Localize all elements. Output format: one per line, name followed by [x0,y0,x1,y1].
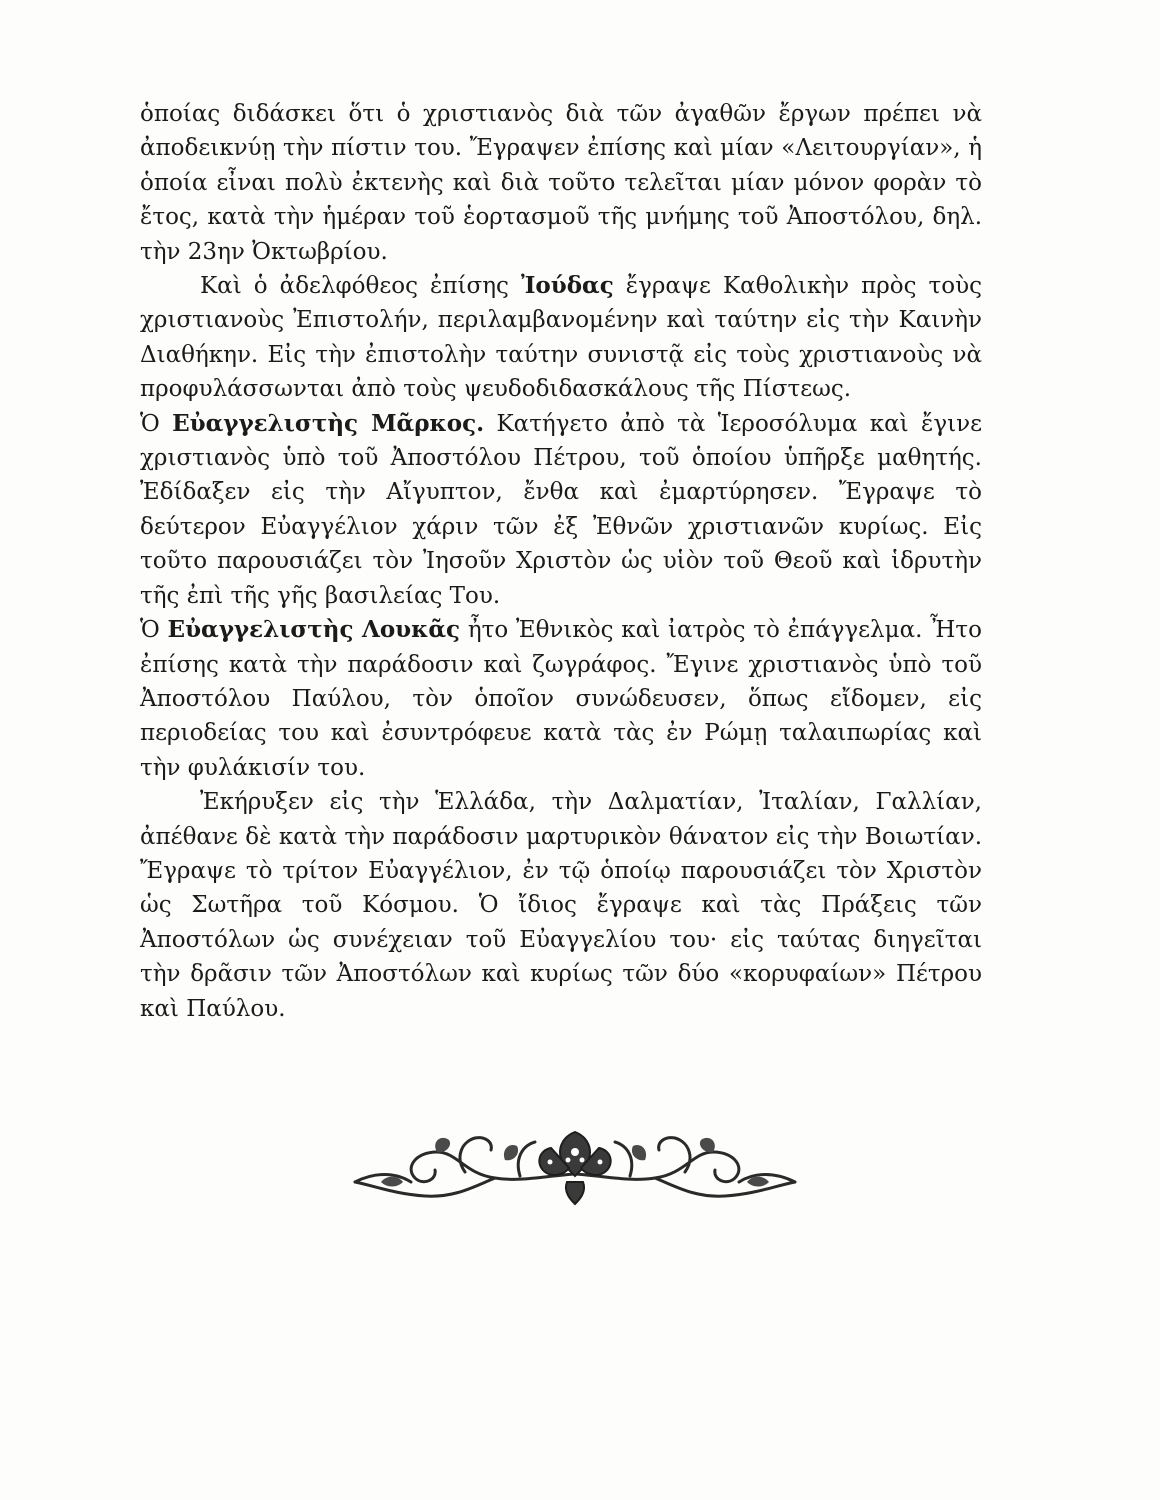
paragraph-3-mark [140,407,982,613]
floral-ornament-icon [345,1112,805,1212]
paragraph-5 [140,785,982,1026]
heading-evangelist-mark: Εὐαγγελιστὴς Μᾶρκος. [172,409,485,437]
paragraph-5-text: Ἐκήρυξεν εἰς τὴν Ἑλλάδα, τὴν Δαλματίαν, Ἰταλίαν, Γαλλίαν, ἀπέθανε δὲ κατὰ τὴν παράδοσιν μαρτυρικὸν θάνατον εἰς τὴν Βοιωτίαν. Ἔγραψε τὸ τρίτον Εὐαγγέλιον, ἐν τῷ ὁποίῳ παρουσιάζει τὸν Χριστὸν ὡς Σωτῆρα τοῦ Κόσμου. Ὁ ἴδιος ἔγραψε καὶ τὰς Πράξεις τῶν Ἀποστόλων ὡς συνέχειαν τοῦ Εὐαγγελίου του· εἰς ταύτας διηγεῖται τὴν δρᾶσιν τῶν Ἀποστόλων καὶ κυρίως τῶν δύο «κορυφαίων» Πέτρου καὶ Παύλου. [140,789,982,1022]
paragraph-4-luke [140,613,982,785]
heading-evangelist-luke: Εὐαγγελιστὴς Λουκᾶς [167,616,461,644]
paragraph-3-rest: Κατήγετο ἀπὸ τὰ Ἱεροσόλυμα καὶ ἔγινε χριστιανὸς ὑπὸ τοῦ Ἀποστόλου Πέτρου, τοῦ ὁποίου ὑπῆρξε μαθητής. Ἐδίδαξεν εἰς τὴν Αἴγυπτον, ἔνθα καὶ ἐμαρτύρησεν. Ἔγραψε τὸ δεύτερον Εὐαγγέλιον χάριν τῶν ἐξ Ἐθνῶν χριστιανῶν κυρίως. Εἰς τοῦτο παρουσιάζει τὸν Ἰησοῦν Χριστὸν ὡς υἱὸν τοῦ Θεοῦ καὶ ἱδρυτὴν τῆς ἐπὶ τῆς γῆς βασιλείας Του. [140,410,982,609]
paragraph-4-rest: ἦτο Ἐθνικὸς καὶ ἰατρὸς τὸ ἐπάγγελμα. Ἦτο ἐπίσης κατὰ τὴν παράδοσιν καὶ ζωγράφος. Ἔγινε χριστιανὸς ὑπὸ τοῦ Ἀποστόλου Παύλου, τὸν ὁποῖον συνώδευσεν, ὅπως εἴδομεν, εἰς περιοδείας του καὶ ἐσυντρόφευε κατὰ τὰς ἐν Ρώμῃ ταλαιπωρίας καὶ τὴν φυλάκισίν του. [140,617,982,781]
name-judas: Ἰούδας [520,272,614,300]
paragraph-2-lead: Καὶ ὁ ἀδελφόθεος ἐπίσης [200,273,521,300]
paragraph-2-judas [140,269,982,407]
paragraph-1-text: ὁποίας διδάσκει ὅτι ὁ χριστιανὸς διὰ τῶν ἀγαθῶν ἔργων πρέπει νὰ ἀποδεικνύῃ τὴν πίστιν του. Ἔγραψεν ἐπίσης καὶ μίαν «Λειτουργίαν», ἡ ὁποία εἶναι πολὺ ἐκτενὴς καὶ διὰ τοῦτο τελεῖται μίαν μόνον φορὰν τὸ ἔτος, κατὰ τὴν ἡμέραν τοῦ ἑορτασμοῦ τῆς μνήμης τοῦ Ἀποστόλου, δηλ. τὴν 23ην Ὀκτωβρίου. [140,101,982,265]
body-text [140,97,982,1026]
paragraph-4-lead: Ὁ [140,617,168,644]
paragraph-3-lead: Ὁ [140,410,173,437]
paragraph-1 [140,97,982,269]
paragraph-2-rest: ἔγραψε Καθολικὴν πρὸς τοὺς χριστιανοὺς Ἐπιστολήν, περιλαμβανομένην καὶ ταύτην εἰς τὴν Καινὴν Διαθήκην. Εἰς τὴν ἐπιστολὴν ταύτην συνιστᾷ εἰς τοὺς χριστιανοὺς νὰ προφυλάσσωνται ἀπὸ τοὺς ψευδοδιδασκάλους τῆς Πίστεως. [140,273,982,403]
